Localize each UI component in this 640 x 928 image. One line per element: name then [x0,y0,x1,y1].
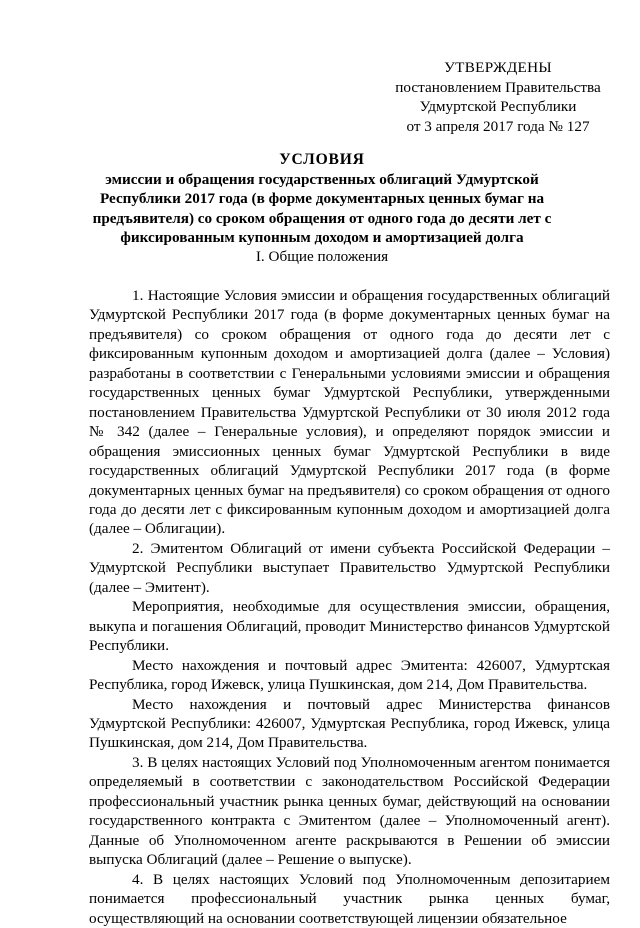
approval-line-2: Удмуртской Республики [419,98,577,115]
title-main: УСЛОВИЯ [279,151,365,168]
approval-block [378,58,618,136]
title-line-1: эмиссии и обращения государственных облигаций Удмуртской [105,170,539,188]
paragraph: Место нахождения и почтовый адрес Министерства финансов Удмуртской Республики: 426007, Удмуртская Республика, город Ижевск, улица Пушкинская, дом 214, Дом Правительства. [89,695,610,752]
paragraph: 1. Настоящие Условия эмиссии и обращения государственных облигаций Удмуртской Республики 2017 года (в форме документарных ценных бумаг на предъявителя) со сроком обращения от одного года до десяти лет с фиксированным купонным доходом и амортизацией долга (далее – Условия) разработаны в соответствии с Генеральными условиями эмиссии и обращения государственных ценных бумаг Удмуртской Республики, утвержденными постановлением Правительства Удмуртской Республики от 30 июля 2012 года № 342 (далее – Генеральные условия), и определяют порядок эмиссии и обращения эмиссионных ценных бумаг Удмуртской Республики в виде государственных облигаций Удмуртской Республики 2017 года (в форме документарных ценных бумаг на предъявителя) со сроком обращения от одного года до десяти лет с фиксированным купонным доходом и амортизацией долга (далее – Облигации). [89,287,610,538]
paragraph: 2. Эмитентом Облигаций от имени субъекта Российской Федерации – Удмуртской Республики выступает Правительство Удмуртской Республики (далее – Эмитент). [89,539,610,596]
section-heading: I. Общие положения [255,248,389,265]
document-title [84,150,560,248]
paragraph: Место нахождения и почтовый адрес Эмитента: 426007, Удмуртская Республика, город Ижевск, улица Пушкинская, дом 214, Дом Правительства. [89,656,610,694]
title-line-2: Республики 2017 года (в форме документарных ценных бумаг на [99,190,545,207]
title-line-3: предъявителя) со сроком обращения от одного года до десяти лет с [92,209,552,227]
paragraph: 3. В целях настоящих Условий под Уполномоченным агентом понимается определяемый в соответствии с законодательством Российской Федерации профессиональный участник рынка ценных бумаг, действующий на основании государственного контракта с Эмитентом (далее – Уполномоченный агент). Данные об Уполномоченном агенте раскрываются в Решении об эмиссии выпуска Облигаций (далее – Решение о выпуске). [89,753,610,869]
approval-heading: УТВЕРЖДЕНЫ [444,59,552,76]
paragraph: 4. В целях настоящих Условий под Уполномоченным депозитарием понимается профессиональный участник рынка ценных бумаг, осуществляющий на основании соответствующей лицензии обязательное [89,870,610,927]
approval-line-1: постановлением Правительства [395,78,601,96]
body-text [89,286,610,928]
title-line-4: фиксированным купонным доходом и амортизацией долга [120,229,524,246]
approval-line-3: от 3 апреля 2017 года № 127 [406,117,590,135]
paragraph: Мероприятия, необходимые для осуществления эмиссии, обращения, выкупа и погашения Облигаций, проводит Министерство финансов Удмуртской Республики. [89,598,610,655]
